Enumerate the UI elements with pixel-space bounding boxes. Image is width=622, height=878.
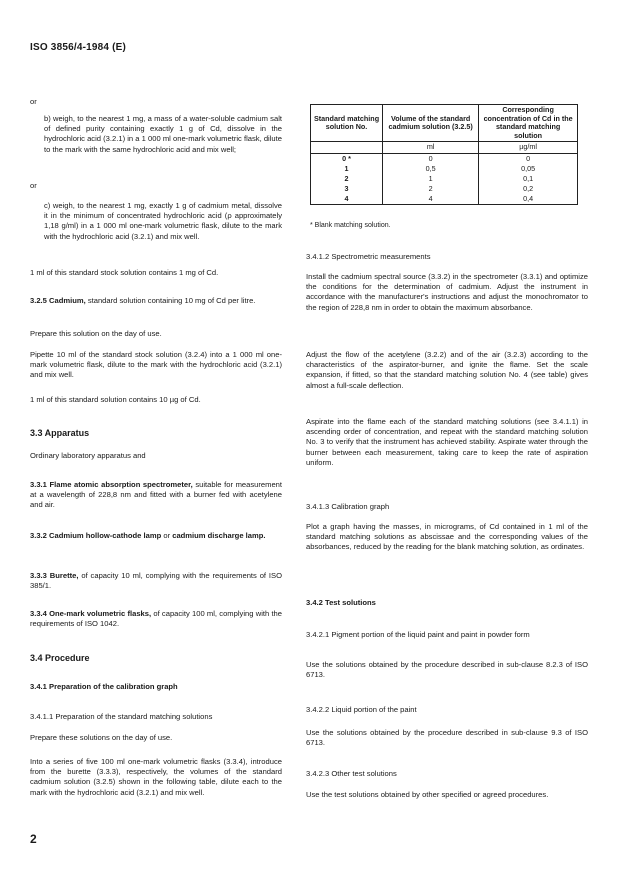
table-row bbox=[311, 184, 578, 194]
section-3-2-5 bbox=[30, 296, 282, 306]
section-heading: 3.4.1.2 Spectrometric measurements bbox=[306, 252, 431, 261]
section-heading: 3.4.2.3 Other test solutions bbox=[306, 769, 397, 778]
table-cell: 4 bbox=[311, 194, 383, 205]
stock-solution-note: 1 ml of this standard stock solution contains 1 mg of Cd. bbox=[30, 268, 219, 277]
table-row bbox=[311, 153, 578, 164]
or-text: or bbox=[30, 97, 37, 106]
table-cell: 1 bbox=[383, 174, 479, 184]
section-heading: 3.3.4 One-mark volumetric flasks, bbox=[30, 609, 152, 618]
table-row bbox=[311, 164, 578, 174]
table-cell: 0 bbox=[383, 153, 479, 164]
prep-note: Prepare this solution on the day of use. bbox=[30, 329, 162, 338]
pigment-paragraph: Use the solutions obtained by the procedure described in sub-clause 8.2.3 of ISO 6713. bbox=[306, 660, 588, 680]
section-text: of capacity 100 ml, complying with the requirements of ISO 1042. bbox=[30, 609, 283, 629]
section-heading: 3.4.1.1 Preparation of the standard matching solutions bbox=[30, 712, 213, 721]
section-heading: 3.3.1 Flame atomic absorption spectrometer, bbox=[30, 480, 193, 489]
section-heading: 3.2.5 Cadmium, bbox=[30, 296, 86, 305]
item-b: b) weigh, to the nearest 1 mg, a mass of a water-soluble cadmium salt of defined purity containing exactly 1 g of Cd, dissolve in the hydrochloric acid (3.2.1) in a 1 000 ml one-mark volumetric flask, dilute to the mark with the same hydrochloric acid and mix well; bbox=[44, 114, 282, 154]
section-3-3-1 bbox=[30, 480, 282, 511]
section-heading: 3.3.3 Burette, bbox=[30, 571, 79, 580]
table-row bbox=[311, 194, 578, 205]
table-cell: 4 bbox=[383, 194, 479, 205]
table-cell: 0,1 bbox=[479, 174, 578, 184]
apparatus-intro: Ordinary laboratory apparatus and bbox=[30, 451, 146, 460]
table-cell: 0,4 bbox=[479, 194, 578, 205]
aspirate-paragraph: Aspirate into the flame each of the standard matching solutions (see 3.4.1.1) in ascending order of concentration, and repeat with the standard matching solution No. 3 to verify that the instrument has achieved stability. Aspirate water through the burner between each measurement, taking care to keep the rate of aspiration uniform. bbox=[306, 417, 588, 467]
calibration-paragraph: Plot a graph having the masses, in micrograms, of Cd contained in 1 ml of the standard matching solutions as abscissae and the corresponding values of the absorbances, reduced by the reading for the blank matching solution, as ordinates. bbox=[306, 522, 588, 552]
item-c: c) weigh, to the nearest 1 mg, exactly 1 g of cadmium metal, dissolve it in the minimum of concentrated hydrochloric acid (ρ approximately 1,18 g/ml) in a 1 000 ml one-mark volumetric flask, dilute to the mark with the hydrochloric acid (3.2.1) and mix well. bbox=[44, 201, 282, 241]
section-heading: 3.4 Procedure bbox=[30, 653, 90, 663]
or-text: or bbox=[30, 181, 37, 190]
section-heading: 3.3.2 Cadmium hollow-cathode lamp bbox=[30, 531, 162, 540]
table-footnote: * Blank matching solution. bbox=[310, 222, 391, 229]
section-heading: 3.4.1 Preparation of the calibration graph bbox=[30, 682, 178, 691]
table-cell: 0 * bbox=[311, 153, 383, 164]
spectrometer-paragraph: Install the cadmium spectral source (3.3.2) in the spectrometer (3.3.1) and optimize the conditions for the determination of cadmium. Adjust the instrument in accordance with the manufacturer's instructions and adjust the monochromator to the region of 228,8 nm in order to obtain the maximum absorbance. bbox=[306, 272, 588, 312]
table-cell: µg/ml bbox=[479, 142, 578, 154]
table-cell: 1 bbox=[311, 164, 383, 174]
section-heading: 3.4.2 Test solutions bbox=[306, 598, 376, 607]
standard-solution-note: 1 ml of this standard solution contains 10 µg of Cd. bbox=[30, 395, 201, 404]
section-heading: cadmium discharge lamp. bbox=[172, 531, 266, 540]
other-paragraph: Use the test solutions obtained by other specified or agreed procedures. bbox=[306, 790, 549, 799]
table-cell bbox=[311, 142, 383, 154]
table-cell: 0 bbox=[479, 153, 578, 164]
table-cell: 0,05 bbox=[479, 164, 578, 174]
table-header: Standard matching solution No. bbox=[311, 105, 383, 142]
section-text: standard solution containing 10 mg of Cd per litre. bbox=[85, 296, 256, 305]
table-cell: ml bbox=[383, 142, 479, 154]
section-3-3-3 bbox=[30, 571, 282, 591]
table-cell: 2 bbox=[311, 174, 383, 184]
table-cell: 2 bbox=[383, 184, 479, 194]
table-cell: 0,2 bbox=[479, 184, 578, 194]
liquid-paragraph: Use the solutions obtained by the procedure described in sub-clause 9.3 of ISO 6713. bbox=[306, 728, 588, 748]
section-text: or bbox=[161, 531, 173, 540]
table-cell: 0,5 bbox=[383, 164, 479, 174]
standard-matching-table bbox=[310, 104, 578, 205]
document-header: ISO 3856/4-1984 (E) bbox=[30, 42, 127, 53]
pipette-paragraph: Pipette 10 ml of the standard stock solution (3.2.4) into a 1 000 ml one-mark volumetric flask, dilute to the mark with the hydrochloric acid (3.2.1) and mix well. bbox=[30, 350, 282, 380]
section-text: suitable for measurement at a wavelength of 228,8 nm and fitted with a burner fed with acetylene and air. bbox=[30, 480, 283, 510]
table-row bbox=[311, 174, 578, 184]
table-cell: 3 bbox=[311, 184, 383, 194]
page-number: 2 bbox=[30, 832, 37, 846]
flow-paragraph: Adjust the flow of the acetylene (3.2.2) and of the air (3.2.3) according to the characteristics of the aspirator-burner, and ignite the flame. Set the scale expansion, if fitted, so that the standard matching solution No. 4 (see table) gives almost a full-scale deflection. bbox=[306, 350, 588, 390]
section-heading: 3.4.1.3 Calibration graph bbox=[306, 502, 390, 511]
section-heading: 3.4.2.1 Pigment portion of the liquid paint and paint in powder form bbox=[306, 630, 530, 639]
table-header: Corresponding concentration of Cd in the standard matching solution bbox=[479, 105, 578, 142]
section-heading: 3.4.2.2 Liquid portion of the paint bbox=[306, 705, 417, 714]
prep-note: Prepare these solutions on the day of use. bbox=[30, 733, 173, 742]
series-paragraph: Into a series of five 100 ml one-mark volumetric flasks (3.3.4), introduce from the burette (3.3.3), respectively, the volumes of the standard cadmium solution (3.2.5) shown in the following table, dilute each to the mark with the hydrochloric acid (3.2.1) and mix well. bbox=[30, 757, 282, 797]
table-header: Volume of the standard cadmium solution (3.2.5) bbox=[383, 105, 479, 142]
section-3-3-2 bbox=[30, 531, 282, 541]
section-text: of capacity 10 ml, complying with the requirements of ISO 385/1. bbox=[30, 571, 282, 591]
section-3-3-4 bbox=[30, 609, 282, 629]
section-heading: 3.3 Apparatus bbox=[30, 428, 90, 438]
